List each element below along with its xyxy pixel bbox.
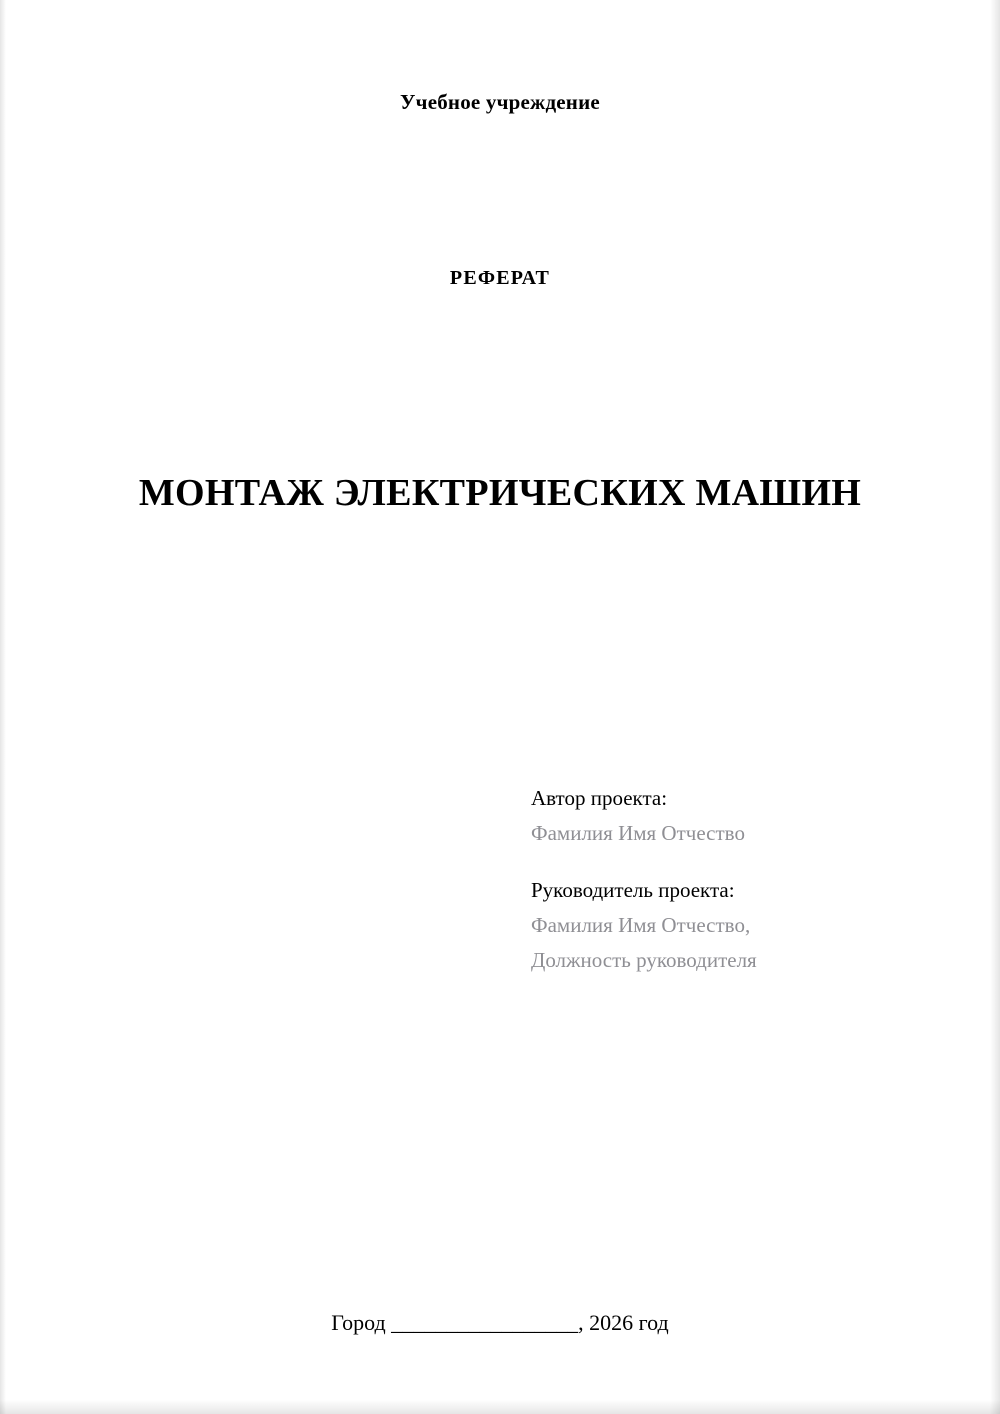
- credits-block: [531, 788, 951, 971]
- city-label: Город: [331, 1310, 386, 1335]
- author-value: Фамилия Имя Отчество: [531, 821, 745, 845]
- institution-name: Учебное учреждение: [400, 90, 600, 114]
- footer-city-year: [0, 1310, 1000, 1336]
- year-text: , 2026 год: [578, 1310, 669, 1335]
- author-label: Автор проекта:: [531, 786, 668, 810]
- page-title: МОНТАЖ ЭЛЕКТРИЧЕСКИХ МАШИН: [138, 472, 862, 515]
- page-bottom-shadow: [0, 1400, 1000, 1414]
- supervisor-value-line-1: Фамилия Имя Отчество,: [531, 913, 751, 937]
- supervisor-label: Руководитель проекта:: [531, 878, 735, 902]
- supervisor-value-line-2: Должность руководителя: [531, 948, 757, 972]
- document-kind: РЕФЕРАТ: [449, 267, 551, 289]
- supervisor-block: [531, 880, 951, 971]
- author-block: [531, 788, 951, 844]
- city-blank-line: _________________: [391, 1310, 579, 1335]
